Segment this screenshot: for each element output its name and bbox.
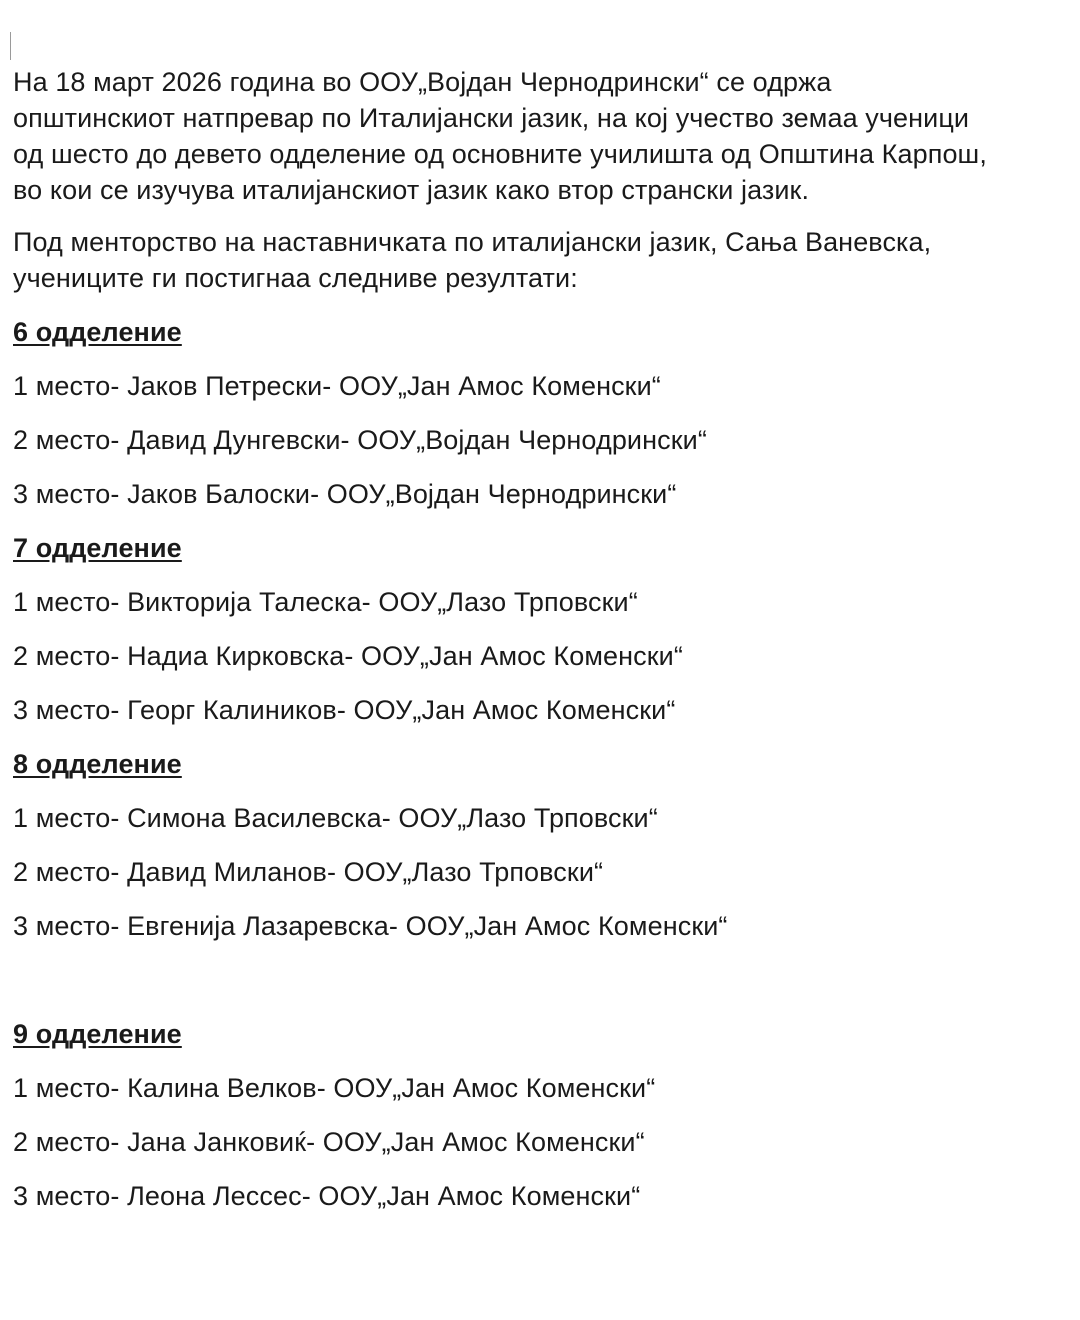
result-line: 1 место- Јаков Петрески- ООУ„Јан Амос Коменски“: [13, 371, 661, 401]
section-heading: 6 одделение: [13, 317, 182, 347]
result-line: 2 место- Давид Дунгевски- ООУ„Војдан Чернодрински“: [13, 425, 707, 455]
section-grade-9: [13, 1016, 1080, 1214]
section-grade-7: [13, 530, 1080, 728]
result-line: 2 место- Јана Јанковиќ- ООУ„Јан Амос Коменски“: [13, 1127, 645, 1157]
result-line: 1 место- Симона Василевска- ООУ„Лазо Трповски“: [13, 803, 658, 833]
document-body: [13, 64, 1080, 1214]
result-line: 3 место- Јаков Балоски- ООУ„Војдан Чернодрински“: [13, 479, 677, 509]
intro-line: во кои се изучува италијанскиот јазик како втор странски јазик.: [13, 175, 810, 205]
result-line: 1 место- Калина Велков- ООУ„Јан Амос Коменски“: [13, 1073, 656, 1103]
intro-line: општинскиот натпревар по Италијански јазик, на кој учество земаа ученици: [13, 103, 970, 133]
section-heading: 9 одделение: [13, 1019, 182, 1049]
mentor-line: Под менторство на наставничката по италијански јазик, Сања Ваневска,: [13, 227, 932, 257]
section-grade-6: [13, 314, 1080, 512]
result-line: 2 место- Давид Миланов- ООУ„Лазо Трповски“: [13, 857, 604, 887]
section-grade-8: [13, 746, 1080, 944]
intro-line: од шесто до деветo одделение од основните училишта од Општина Карпош,: [13, 139, 987, 169]
mentor-paragraph: [13, 224, 1080, 296]
intro-paragraph: [13, 64, 1080, 208]
result-line: 1 место- Викторија Талеска- ООУ„Лазо Трповски“: [13, 587, 638, 617]
result-line: 3 место- Евгенија Лазаревска- ООУ„Јан Амос Коменски“: [13, 911, 728, 941]
intro-line: На 18 март 2026 година во ООУ„Војдан Чернодрински“ се одржа: [13, 67, 832, 97]
result-line: 2 место- Надиа Кирковска- ООУ„Јан Амос Коменски“: [13, 641, 683, 671]
text-cursor: [10, 32, 11, 60]
result-line: 3 место- Леона Лессес- ООУ„Јан Амос Коменски“: [13, 1181, 641, 1211]
section-heading: 8 одделение: [13, 749, 182, 779]
mentor-line: учениците ги постигнаа следниве резултати:: [13, 263, 578, 293]
result-line: 3 место- Георг Калиников- ООУ„Јан Амос Коменски“: [13, 695, 676, 725]
section-heading: 7 одделение: [13, 533, 182, 563]
